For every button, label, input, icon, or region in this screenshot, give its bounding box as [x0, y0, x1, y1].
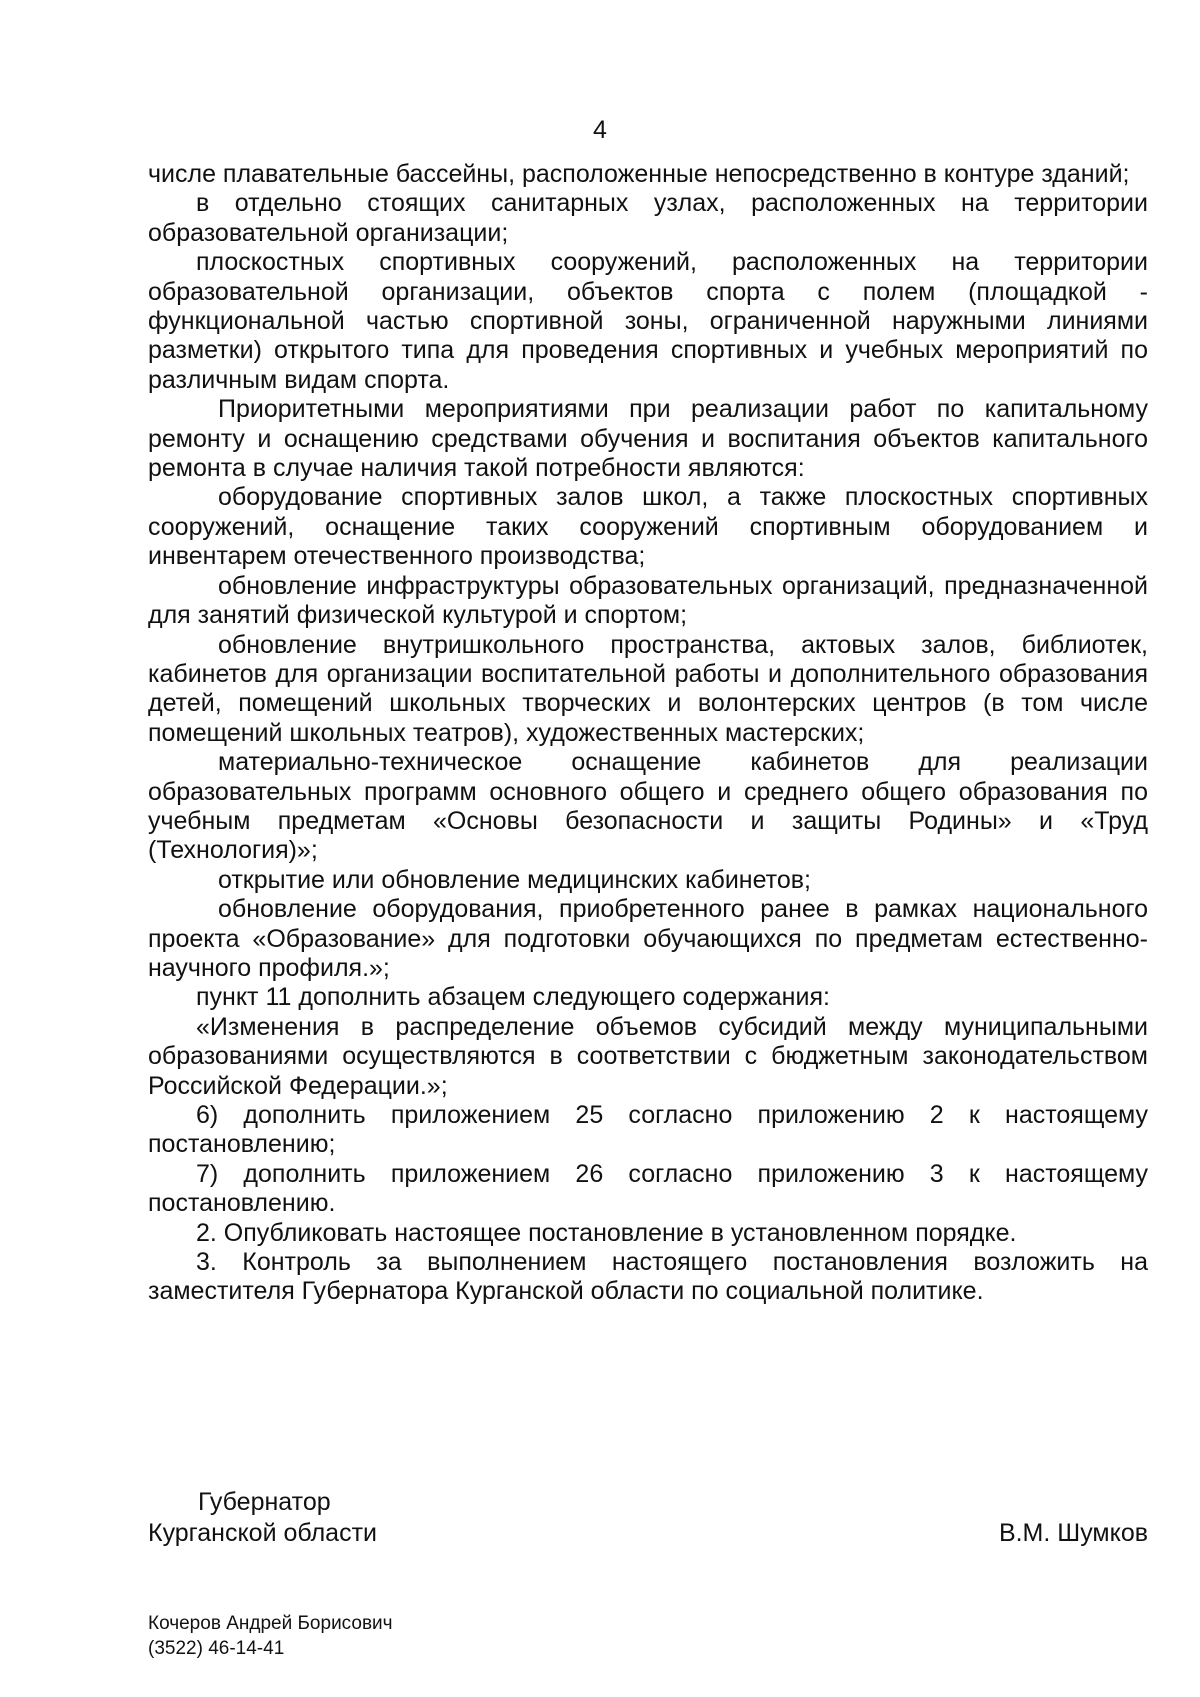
- paragraph: пункт 11 дополнить абзацем следующего содержания:: [196, 983, 830, 1012]
- paragraph: обновление оборудования, приобретенного ранее в рамках национального проекта «Образование» для подготовки обучающихся по предметам естественно-научного профиля.»;: [148, 895, 1148, 982]
- executor-phone: (3522) 46-14-41: [148, 1638, 285, 1659]
- executor-name: Кочеров Андрей Борисович: [148, 1613, 393, 1634]
- document-body: [148, 160, 1148, 1307]
- signatory-region: Курганской области: [148, 1519, 378, 1547]
- paragraph: плоскостных спортивных сооружений, расположенных на территории образовательной организации, объектов спорта с полем (площадкой - функциональной частью спортивной зоны, ограниченной наружными линиями разметки) открытого типа для проведения спортивных и учебных мероприятий по различным видам спорта.: [148, 248, 1148, 394]
- paragraph: 6) дополнить приложением 25 согласно приложению 2 к настоящему постановлению;: [148, 1101, 1148, 1159]
- paragraph: оборудование спортивных залов школ, а также плоскостных спортивных сооружений, оснащение таких сооружений спортивным оборудованием и инвентарем отечественного производства;: [148, 483, 1148, 571]
- page-number: 4: [593, 116, 607, 144]
- paragraph: обновление инфраструктуры образовательных организаций, предназначенной для занятий физической культурой и спортом;: [148, 571, 1148, 630]
- executor-info: [148, 1611, 393, 1661]
- paragraph: в отдельно стоящих санитарных узлах, расположенных на территории образовательной организации;: [148, 189, 1148, 247]
- paragraph: материально-техническое оснащение кабинетов для реализации образовательных программ основного общего и среднего общего образования по учебным предметам «Основы безопасности и защиты Родины» и «Труд (Технология)»;: [148, 748, 1148, 865]
- signatory-title: [148, 1487, 377, 1549]
- paragraph: «Изменения в распределение объемов субсидий между муниципальными образованиями осуществляются в соответствии с бюджетным законодательством Российской Федерации.»;: [148, 1012, 1148, 1100]
- paragraph: 3. Контроль за выполнением настоящего постановления возложить на заместителя Губернатора Курганской области по социальной политике.: [148, 1248, 1148, 1306]
- paragraph: числе плавательные бассейны, расположенные непосредственно в контуре зданий;: [148, 160, 1130, 188]
- paragraph: Приоритетными мероприятиями при реализации работ по капитальному ремонту и оснащению средствами обучения и воспитания объектов капитального ремонта в случае наличия такой потребности являются:: [148, 395, 1148, 483]
- paragraph: 2. Опубликовать настоящее постановление в установленном порядке.: [196, 1218, 1017, 1247]
- signatory-position: Губернатор: [198, 1488, 331, 1516]
- paragraph: обновление внутришкольного пространства, актовых залов, библиотек, кабинетов для организации воспитательной работы и дополнительного образования детей, помещений школьных творческих и волонтерских центров (в том числе помещений школьных театров), художественных мастерских;: [148, 630, 1148, 747]
- paragraph: открытие или обновление медицинских кабинетов;: [218, 865, 811, 894]
- signatory-name: В.М. Шумков: [998, 1519, 1148, 1547]
- paragraph: 7) дополнить приложением 26 согласно приложению 3 к настоящему постановлению.: [148, 1159, 1148, 1218]
